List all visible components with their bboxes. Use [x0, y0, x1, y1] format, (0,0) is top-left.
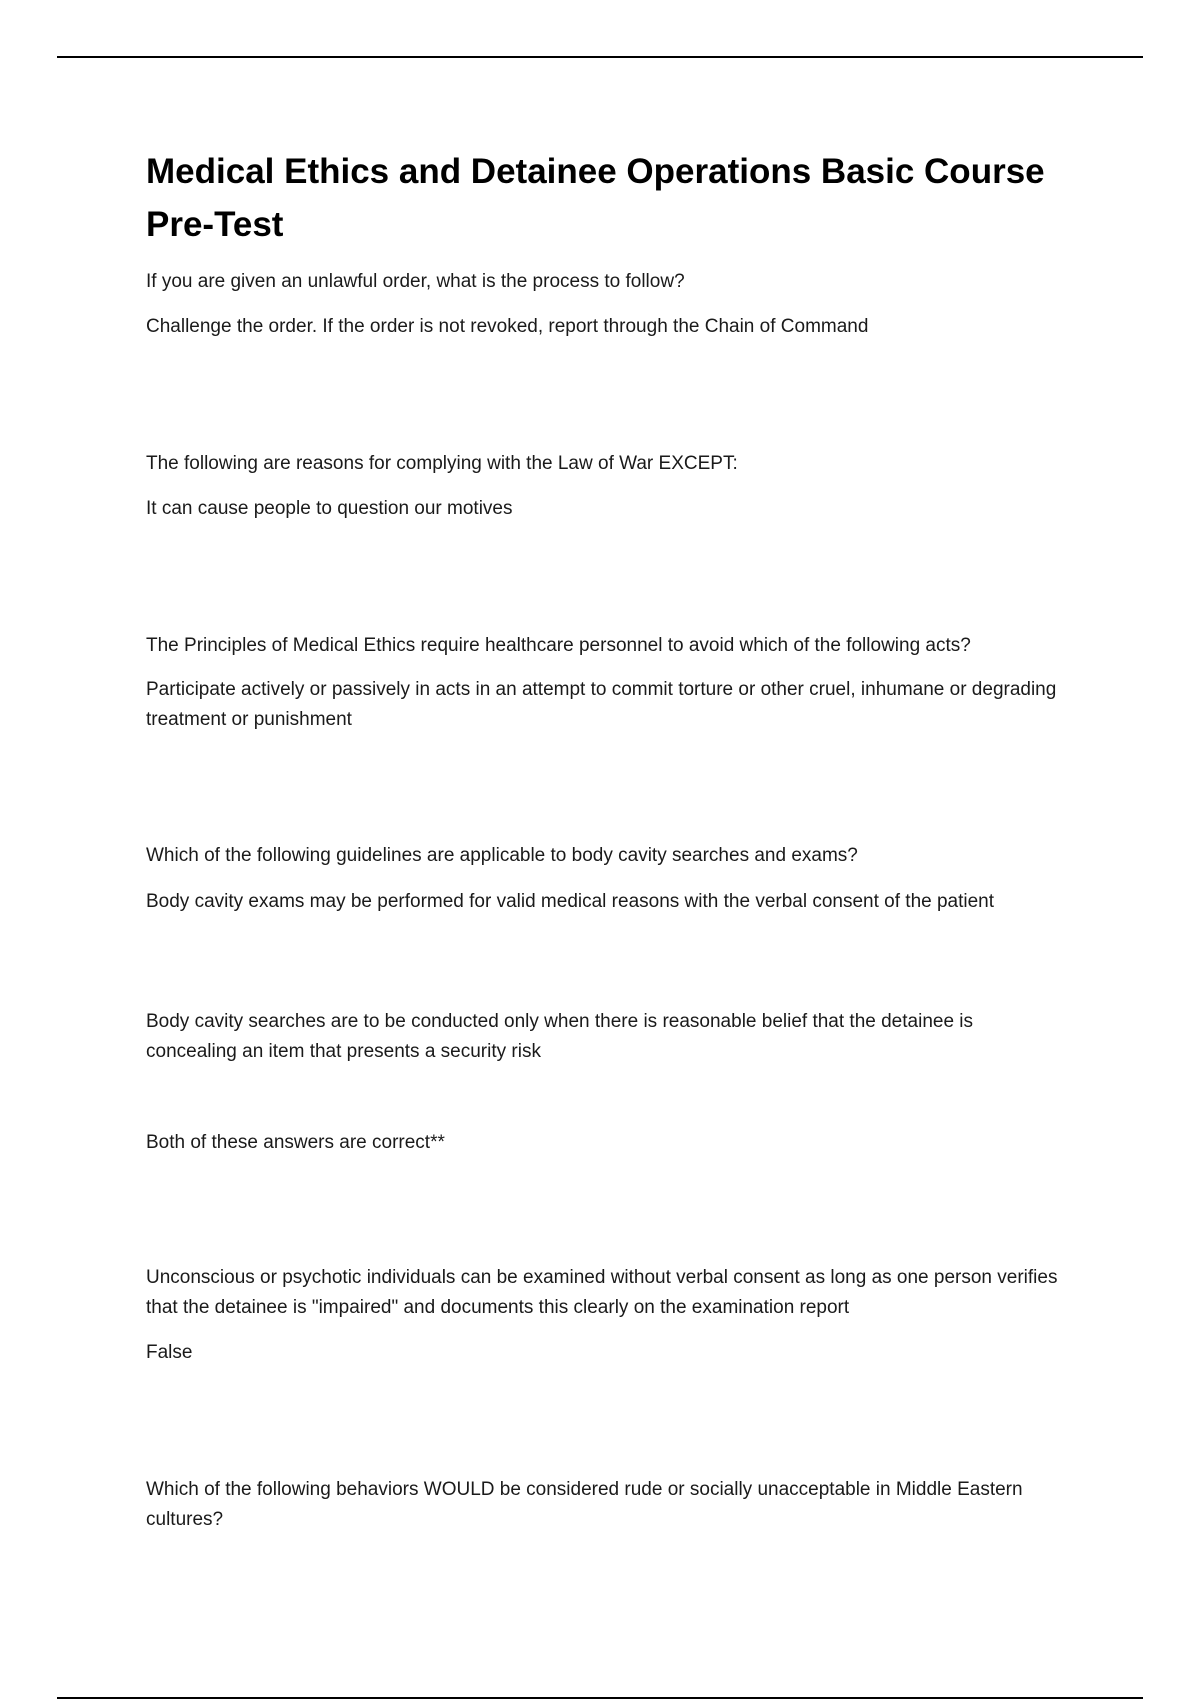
- answer-1: Challenge the order. If the order is not revoked, report through the Chain of Command: [146, 316, 869, 337]
- question-5: Unconscious or psychotic individuals can be examined without verbal consent as long as one person verifies that the detainee is "impaired" and documents this clearly on the examination report: [146, 1267, 1058, 1318]
- question-4: Which of the following guidelines are applicable to body cavity searches and exams?: [146, 845, 858, 866]
- top-rule: [57, 56, 1143, 58]
- answer-3: Participate actively or passively in acts in an attempt to commit torture or other cruel, inhumane or degrading treatment or punishment: [146, 679, 1057, 730]
- answer-4-option-2: Body cavity searches are to be conducted only when there is reasonable belief that the detainee is concealing an item that presents a security risk: [146, 1011, 974, 1062]
- question-1: If you are given an unlawful order, what is the process to follow?: [146, 271, 685, 292]
- question-3: The Principles of Medical Ethics require healthcare personnel to avoid which of the following acts?: [146, 635, 971, 656]
- document-title: Medical Ethics and Detainee Operations Basic Course Pre-Test: [146, 152, 1045, 244]
- answer-2: It can cause people to question our motives: [146, 498, 513, 519]
- answer-4: Body cavity exams may be performed for valid medical reasons with the verbal consent of the patient: [146, 891, 995, 912]
- question-6: Which of the following behaviors WOULD be considered rude or socially unacceptable in Middle Eastern cultures?: [146, 1479, 1023, 1530]
- answer-5: False: [146, 1342, 193, 1363]
- question-2: The following are reasons for complying with the Law of War EXCEPT:: [146, 453, 738, 474]
- answer-4-option-3: Both of these answers are correct**: [146, 1132, 445, 1153]
- bottom-rule: [57, 1697, 1143, 1699]
